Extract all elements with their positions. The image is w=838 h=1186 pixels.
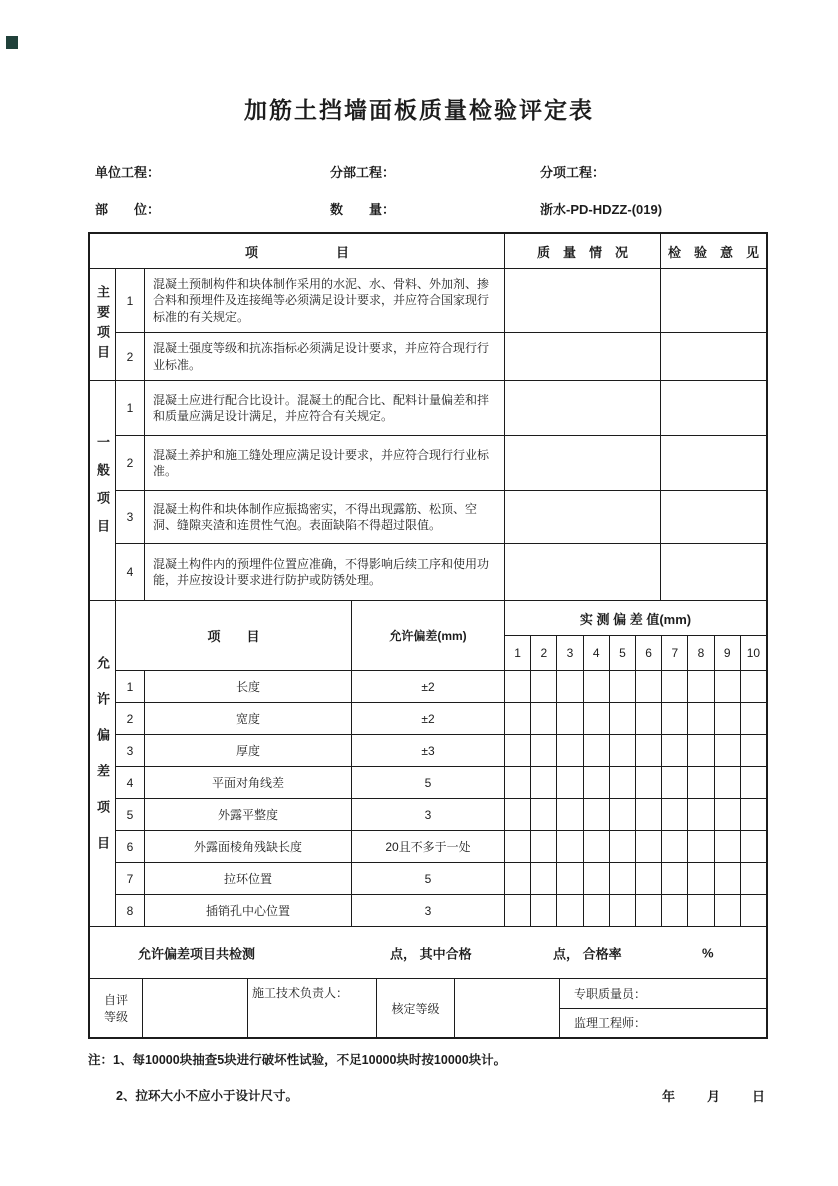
measured-value-cell[interactable] <box>505 799 531 831</box>
deviation-col-header-measured: 实 测 偏 差 值(mm) <box>505 601 766 636</box>
measured-value-cell[interactable] <box>715 735 741 767</box>
self-grade-value-cell[interactable] <box>143 979 248 1037</box>
measured-values-row <box>505 735 766 767</box>
measured-value-cell[interactable] <box>662 799 688 831</box>
measured-value-cell[interactable] <box>610 735 636 767</box>
row-number: 3 <box>116 491 145 544</box>
measured-value-cell[interactable] <box>688 895 714 927</box>
col-header-quality: 质 量 情 况 <box>505 234 661 269</box>
quality-status-cell[interactable] <box>505 269 661 333</box>
measured-value-cell[interactable] <box>531 703 557 735</box>
measured-value-cell[interactable] <box>557 895 583 927</box>
measured-value-cell[interactable] <box>505 671 531 703</box>
measured-value-cell[interactable] <box>584 767 610 799</box>
requirement-text: 混凝土构件内的预埋件位置应准确，不得影响后续工序和使用功能，并应按设计要求进行防护或防锈处理。 <box>145 544 505 601</box>
section-label-general-items: 一般项目 <box>90 381 116 601</box>
measured-value-cell[interactable] <box>662 767 688 799</box>
measured-values-row <box>505 831 766 863</box>
measured-value-cell[interactable] <box>610 863 636 895</box>
measured-value-cell[interactable] <box>584 735 610 767</box>
measured-value-cell[interactable] <box>741 863 766 895</box>
row-number: 2 <box>116 703 145 735</box>
measured-value-cell[interactable] <box>531 799 557 831</box>
measured-value-cell[interactable] <box>531 863 557 895</box>
measured-value-cell[interactable] <box>715 863 741 895</box>
measured-values-row <box>505 671 766 703</box>
measured-value-cell[interactable] <box>636 767 662 799</box>
inspection-opinion-cell[interactable] <box>661 333 766 381</box>
measured-value-cell[interactable] <box>636 703 662 735</box>
row-number: 7 <box>116 863 145 895</box>
col-header-item: 项 目 <box>90 234 505 269</box>
measured-values-row <box>505 895 766 927</box>
measured-value-cell[interactable] <box>715 767 741 799</box>
measured-value-cell[interactable] <box>715 831 741 863</box>
allowed-deviation-value: ±3 <box>352 735 505 767</box>
measured-value-cell[interactable] <box>636 863 662 895</box>
row-number: 4 <box>116 544 145 601</box>
measured-value-cell[interactable] <box>741 703 766 735</box>
row-number: 1 <box>116 671 145 703</box>
summary-prefix: 允许偏差项目共检测 <box>138 946 256 961</box>
quality-officer-label: 专职质量员： <box>560 979 766 1009</box>
requirement-text: 混凝土应进行配合比设计。混凝土的配合比、配料计量偏差和拌和质量应满足设计满足，并应符合有关规定。 <box>145 381 505 436</box>
measure-col-headers <box>505 636 766 671</box>
allowed-deviation-value: 5 <box>352 863 505 895</box>
measure-col-header: 4 <box>584 636 610 671</box>
measured-value-cell[interactable] <box>531 767 557 799</box>
supervisor-label: 监理工程师： <box>574 1016 647 1031</box>
row-number: 2 <box>116 333 145 381</box>
allowed-deviation-value: 3 <box>352 895 505 927</box>
measured-value-cell[interactable] <box>715 703 741 735</box>
quality-status-cell[interactable] <box>505 436 661 491</box>
measure-col-header: 9 <box>715 636 741 671</box>
verified-grade-label: 核定等级 <box>377 979 455 1037</box>
measured-value-cell[interactable] <box>741 671 766 703</box>
measure-col-header: 8 <box>688 636 714 671</box>
measured-value-cell[interactable] <box>584 831 610 863</box>
measured-value-cell[interactable] <box>557 767 583 799</box>
allowed-deviation-value: ±2 <box>352 671 505 703</box>
measured-value-cell[interactable] <box>505 703 531 735</box>
inspection-opinion-cell[interactable] <box>661 436 766 491</box>
measured-value-cell[interactable] <box>688 799 714 831</box>
measured-value-cell[interactable] <box>557 799 583 831</box>
requirement-text: 混凝土预制构件和块体制作采用的水泥、水、骨料、外加剂、掺合料和预埋件及连接绳等必须满足设计要求，并应符合国家现行标准的有关规定。 <box>145 269 505 333</box>
measure-col-header: 2 <box>531 636 557 671</box>
division-project-label: 分部工程： <box>330 165 396 180</box>
measured-value-cell[interactable] <box>610 895 636 927</box>
summary-row[interactable] <box>90 927 766 979</box>
measured-value-cell[interactable] <box>662 895 688 927</box>
measured-value-cell[interactable] <box>688 767 714 799</box>
part-label: 部 位： <box>95 202 161 217</box>
measured-value-cell[interactable] <box>662 863 688 895</box>
row-number: 6 <box>116 831 145 863</box>
allowed-deviation-value: 3 <box>352 799 505 831</box>
measured-value-cell[interactable] <box>505 767 531 799</box>
inspection-opinion-cell[interactable] <box>661 544 766 601</box>
measure-col-header: 5 <box>610 636 636 671</box>
unit-project-label: 单位工程： <box>95 165 161 180</box>
verified-grade-value-cell[interactable] <box>455 979 560 1037</box>
inspection-opinion-cell[interactable] <box>661 269 766 333</box>
deviation-col-header-item: 项 目 <box>116 601 352 671</box>
measured-value-cell[interactable] <box>610 831 636 863</box>
deviation-item-name: 长度 <box>145 671 352 703</box>
measured-value-cell[interactable] <box>557 831 583 863</box>
measured-value-cell[interactable] <box>505 831 531 863</box>
section-label-main-items: 主要项目 <box>90 269 116 381</box>
summary-mid1: 点， 其中合格 <box>390 946 472 961</box>
requirement-text: 混凝土养护和施工缝处理应满足设计要求，并应符合现行行业标准。 <box>145 436 505 491</box>
measured-value-cell[interactable] <box>610 671 636 703</box>
measured-value-cell[interactable] <box>584 799 610 831</box>
row-number: 8 <box>116 895 145 927</box>
item-project-label: 分项工程： <box>540 165 606 180</box>
date-placeholder: 年 月 日 <box>662 1089 768 1104</box>
requirement-text: 混凝土强度等级和抗冻指标必须满足设计要求，并应符合现行行业标准。 <box>145 333 505 381</box>
measured-value-cell[interactable] <box>636 895 662 927</box>
measured-value-cell[interactable] <box>636 735 662 767</box>
measured-value-cell[interactable] <box>741 799 766 831</box>
note-line-1: 注：1、每10000块抽查5块进行破坏性试验，不足10000块时按10000块计。 <box>88 1053 507 1067</box>
form-code: 浙水-PD-HDZZ-(019) <box>540 202 663 217</box>
measured-value-cell[interactable] <box>557 863 583 895</box>
measured-value-cell[interactable] <box>557 735 583 767</box>
deviation-item-name: 平面对角线差 <box>145 767 352 799</box>
section-label-deviation-items: 允许偏差项目 <box>90 601 116 927</box>
measured-value-cell[interactable] <box>531 831 557 863</box>
measured-value-cell[interactable] <box>557 703 583 735</box>
self-grade-label: 自评等级 <box>90 979 143 1037</box>
measured-value-cell[interactable] <box>688 703 714 735</box>
measured-value-cell[interactable] <box>636 671 662 703</box>
measured-value-cell[interactable] <box>688 863 714 895</box>
measured-value-cell[interactable] <box>584 703 610 735</box>
deviation-col-header-allowed: 允许偏差(mm) <box>352 601 505 671</box>
page-title: 加筋土挡墙面板质量检验评定表 <box>244 97 594 123</box>
measured-value-cell[interactable] <box>688 735 714 767</box>
deviation-item-name: 插销孔中心位置 <box>145 895 352 927</box>
measure-col-header: 7 <box>662 636 688 671</box>
allowed-deviation-value: 5 <box>352 767 505 799</box>
measured-value-cell[interactable] <box>610 703 636 735</box>
row-number: 1 <box>116 381 145 436</box>
row-number: 5 <box>116 799 145 831</box>
summary-percent: % <box>702 945 714 960</box>
measured-value-cell[interactable] <box>662 831 688 863</box>
measured-value-cell[interactable] <box>688 671 714 703</box>
row-number: 4 <box>116 767 145 799</box>
note-line-2: 2、拉环大小不应小于设计尺寸。 <box>116 1089 298 1103</box>
deviation-item-name: 宽度 <box>145 703 352 735</box>
measured-value-cell[interactable] <box>662 671 688 703</box>
measure-col-header: 3 <box>557 636 583 671</box>
scan-artifact-mark <box>6 36 18 49</box>
measured-value-cell[interactable] <box>715 895 741 927</box>
measured-value-cell[interactable] <box>741 831 766 863</box>
measured-value-cell[interactable] <box>505 735 531 767</box>
allowed-deviation-value: ±2 <box>352 703 505 735</box>
row-number: 1 <box>116 269 145 333</box>
requirement-text: 混凝土构件和块体制作应振捣密实，不得出现露筋、松顶、空洞、缝隙夹渣和连贯性气泡。表面缺陷不得超过限值。 <box>145 491 505 544</box>
measured-value-cell[interactable] <box>662 703 688 735</box>
measured-value-cell[interactable] <box>741 735 766 767</box>
quality-status-cell[interactable] <box>505 381 661 436</box>
tech-lead-label: 施工技术负责人： <box>248 979 377 1037</box>
measure-col-header: 6 <box>636 636 662 671</box>
measured-value-cell[interactable] <box>531 671 557 703</box>
measured-values-row <box>505 703 766 735</box>
measured-value-cell[interactable] <box>662 735 688 767</box>
measured-value-cell[interactable] <box>610 799 636 831</box>
measured-value-cell[interactable] <box>688 831 714 863</box>
measured-value-cell[interactable] <box>741 767 766 799</box>
measured-values-row <box>505 767 766 799</box>
deviation-item-name: 外露面棱角残缺长度 <box>145 831 352 863</box>
measured-value-cell[interactable] <box>636 831 662 863</box>
col-header-opinion: 检 验 意 见 <box>661 234 766 269</box>
deviation-item-name: 外露平整度 <box>145 799 352 831</box>
measured-value-cell[interactable] <box>636 799 662 831</box>
measured-value-cell[interactable] <box>505 863 531 895</box>
row-number: 2 <box>116 436 145 491</box>
quantity-label: 数 量： <box>330 202 396 217</box>
measured-value-cell[interactable] <box>610 767 636 799</box>
measured-values-row <box>505 799 766 831</box>
inspection-opinion-cell[interactable] <box>661 381 766 436</box>
allowed-deviation-value: 20且不多于一处 <box>352 831 505 863</box>
measured-value-cell[interactable] <box>584 671 610 703</box>
measure-col-header: 10 <box>741 636 766 671</box>
row-number: 3 <box>116 735 145 767</box>
measured-value-cell[interactable] <box>557 671 583 703</box>
measured-value-cell[interactable] <box>531 895 557 927</box>
measured-value-cell[interactable] <box>505 895 531 927</box>
measured-values-row <box>505 863 766 895</box>
measured-value-cell[interactable] <box>584 895 610 927</box>
quality-status-cell[interactable] <box>505 333 661 381</box>
deviation-item-name: 拉环位置 <box>145 863 352 895</box>
deviation-item-name: 厚度 <box>145 735 352 767</box>
summary-mid2: 点， 合格率 <box>553 946 622 961</box>
quality-status-cell[interactable] <box>505 491 661 544</box>
measure-col-header: 1 <box>505 636 531 671</box>
measured-value-cell[interactable] <box>741 895 766 927</box>
inspection-opinion-cell[interactable] <box>661 491 766 544</box>
measured-value-cell[interactable] <box>531 735 557 767</box>
measured-value-cell[interactable] <box>715 671 741 703</box>
measured-value-cell[interactable] <box>715 799 741 831</box>
quality-status-cell[interactable] <box>505 544 661 601</box>
measured-value-cell[interactable] <box>584 863 610 895</box>
inspection-table <box>88 232 768 1039</box>
